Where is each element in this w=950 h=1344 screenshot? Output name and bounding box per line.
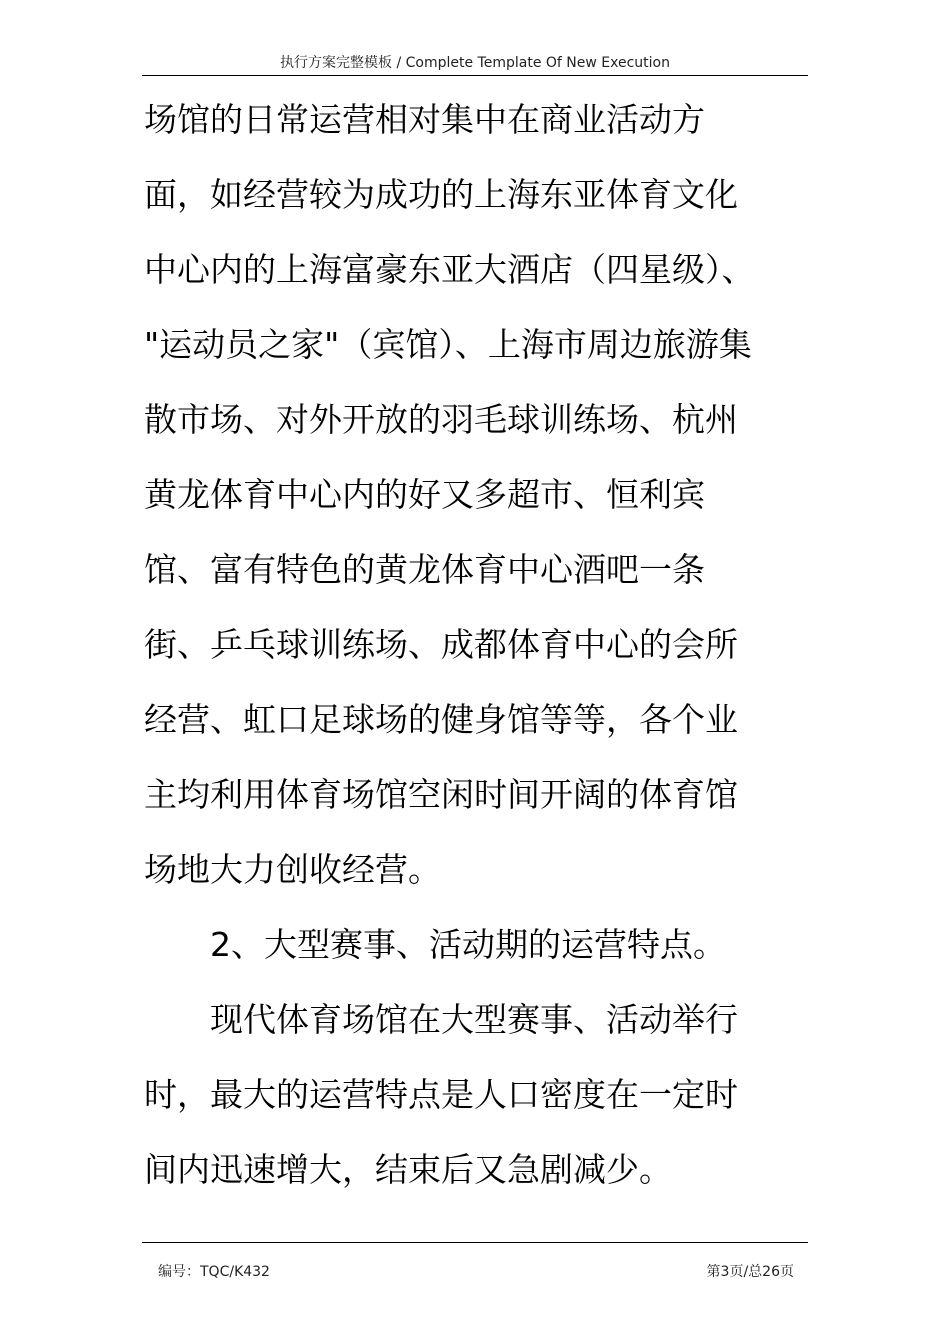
body-line-2: 面，如经营较为成功的上海东亚体育文化 (144, 175, 738, 214)
document-code: 编号：TQC/K432 (158, 1264, 270, 1280)
body-line-10: 主均利用体育场馆空闲时间开阔的体育馆 (144, 775, 738, 814)
body-line-7: 馆、富有特色的黄龙体育中心酒吧一条 (144, 550, 705, 589)
body-line-15: 间内迅速增大，结束后又急剧减少。 (144, 1150, 672, 1189)
body-line-3: 中心内的上海富豪东亚大酒店（四星级）、 (144, 250, 755, 289)
body-line-5: 散市场、对外开放的羽毛球训练场、杭州 (144, 400, 738, 439)
section-heading: 2、大型赛事、活动期的运营特点。 (210, 925, 726, 964)
body-line-9: 经营、虹口足球场的健身馆等等，各个业 (144, 700, 738, 739)
body-line-13: 现代体育场馆在大型赛事、活动举行 (210, 1000, 738, 1039)
body-line-8: 街、乒乓球训练场、成都体育中心的会所 (144, 625, 738, 664)
body-line-14: 时，最大的运营特点是人口密度在一定时 (144, 1075, 738, 1114)
body-line-6: 黄龙体育中心内的好又多超市、恒利宾 (144, 475, 705, 514)
header-divider (142, 75, 808, 76)
document-body (144, 92, 794, 1217)
footer-divider (142, 1242, 808, 1243)
body-line-11: 场地大力创收经营。 (144, 850, 441, 889)
page-number: 第3页/总26页 (706, 1264, 794, 1280)
body-line-1: 场馆的日常运营相对集中在商业活动方 (144, 100, 705, 139)
body-line-4: "运动员之家"（宾馆）、上海市周边旅游集 (144, 325, 752, 364)
page-header: 执行方案完整模板 / Complete Template Of New Execution (280, 55, 670, 71)
